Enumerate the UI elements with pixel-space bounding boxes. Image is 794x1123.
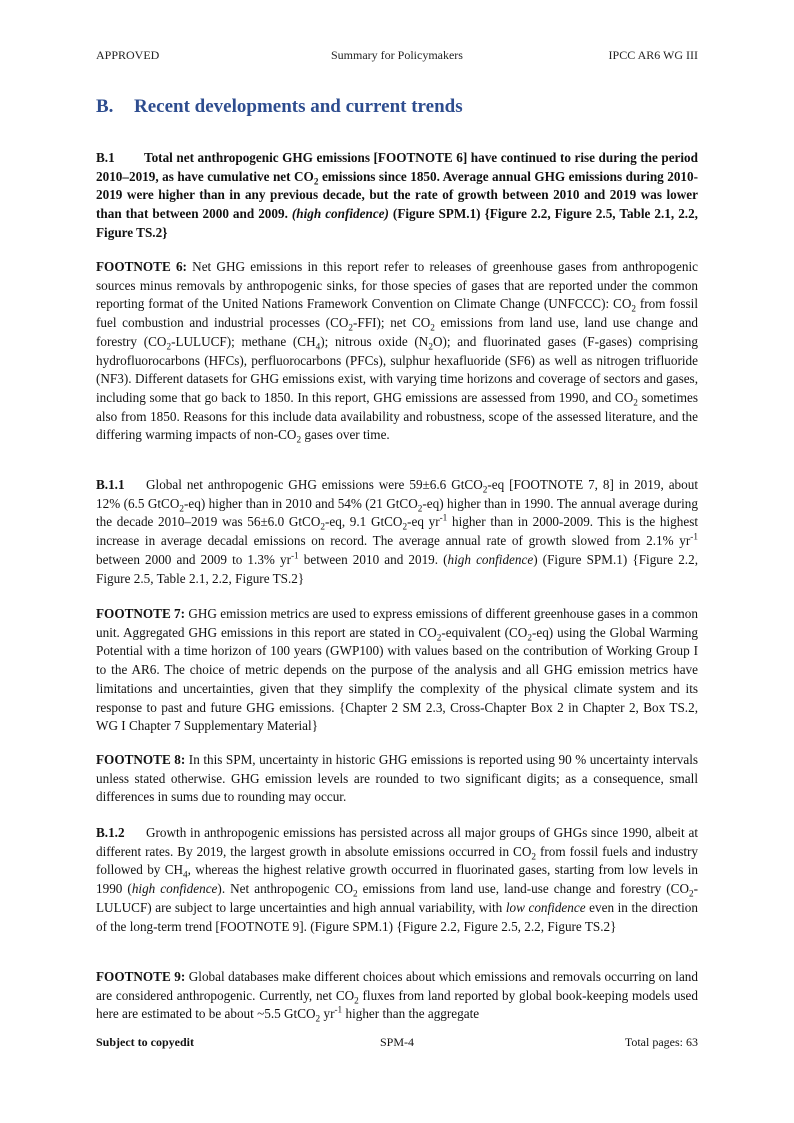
footnote-label: FOOTNOTE 7: xyxy=(96,606,186,621)
section-title-text: Recent developments and current trends xyxy=(134,96,463,117)
paragraph-b1-2: B.1.2 Growth in anthropogenic emissions has persisted across all major groups of GHGs since 1990, albeit at different rates. By 2019, the largest growth in absolute emissions occurred in $CO_2$ from fossil fuels and industry followed by $CH_4$, whereas the highest relative growth occurred in fluorinated gases, starting from low levels in 1990 (high confidence). Net anthropogenic $CO_2$ emissions from land use, land-use change and forestry $(CO_2-LULUCF)$ are subject to large uncertainties and high annual variability, with low confidence even in the direction of the long-term trend [FOOTNOTE 9]. (Figure SPM.1) {Figure 2.2, Figure 2.5, 2.2, Figure TS.2} xyxy=(96,825,699,934)
total-pages: Total pages: 63 xyxy=(624,1035,698,1049)
statement-number: B.1 xyxy=(96,150,115,165)
footnote-6: FOOTNOTE 6: Net GHG emissions in this report refer to releases of greenhouse gases from anthropogenic sources minus removals by anthropogenic sinks, for those species of gases that are reported under the common reporting format of the United Nations Framework Convention on Climate Change (UNFCCC): $CO_2$ from fossil fuel combustion and industrial processes $(CO_2-FFI)$; net $CO_2$ emissions from land use, land use change and forestry $(CO_2-LULUCF)$; methane $(CH_4)$; nitrous oxide $(N_2O)$; and fluorinated gases (F-gases) comprising hydrofluorocarbons (HFCs), perfluorocarbons (PFCs), sulphur hexafluoride (SF6) as well as nitrogen trifluoride (NF3). Different datasets for GHG emissions exist, with varying time horizons and coverage of sectors and gases, including some that go back to 1850. In this report, GHG emissions are assessed from 1990, and $CO_2$ sometimes also from 1850. Reasons for this include data availability and robustness, scope of the assessed literature, and the differing warming impacts of non-$CO_2$ gases over time. xyxy=(96,259,699,445)
footnote-7: FOOTNOTE 7: GHG emission metrics are used to express emissions of different greenhouse gases in a common unit. Aggregated GHG emissions in this report are stated in $CO_2$-equivalent $(CO_2-eq)$ using the Global Warming Potential with a time horizon of 100 years (GWP100) with values based on the contribution of Working Group I to the AR6. The choice of metric depends on the purpose of the analysis and all GHG emission metrics have limitations and uncertainties, given that they simplify the complexity of the physical climate system and its response to past and future GHG emissions. {Chapter 2 SM 2.3, Cross-Chapter Box 2 in Chapter 2, Box TS.2, WG I Chapter 7 Supplementary Material} xyxy=(96,606,698,734)
paragraph-b1-1: B.1.1 Global net anthropogenic GHG emissions were 59±6.6 GtCO$_2$-eq [FOOTNOTE 7, 8] in 2019, about 12% (6.5 GtCO$_2$-eq) higher than in 2010 and 54% (21 GtCO$_2$-eq) higher than in 1990. The annual average during the decade 2010–2019 was 56±6.0 GtCO$_2$-eq, 9.1 GtCO$_2$-eq $yr^{-1}$ higher than in 2000-2009. This is the highest increase in average decadal emissions on record. The average annual rate of growth slowed from 2.1% $yr^{-1}$ between 2000 and 2009 to 1.3% $yr^{-1}$ between 2010 and 2019. (high confidence) (Figure SPM.1) {Figure 2.2, Figure 2.5, Table 2.1, 2.2, Figure TS.2} xyxy=(96,477,698,586)
confidence-qualifier: high confidence xyxy=(131,881,218,897)
header-status: APPROVED xyxy=(96,48,160,62)
footer-copyedit-note: Subject to copyedit xyxy=(96,1035,194,1049)
section-title xyxy=(96,96,463,118)
confidence-qualifier: low confidence xyxy=(505,899,586,915)
footnote-8: FOOTNOTE 8: In this SPM, uncertainty in historic GHG emissions is reported using 90 % uncertainty intervals unless stated otherwise. GHG emission levels are rounded to two significant digits; as a consequence, small differences in sums due to rounding may occur. xyxy=(96,752,698,805)
paragraph-number: B.1.1 xyxy=(96,477,125,492)
header-document-part: Summary for Policymakers xyxy=(331,48,463,62)
footnote-9: FOOTNOTE 9: Global databases make different choices about which emissions and removals occurring on land are considered anthropogenic. Currently, net $CO_2$ fluxes from land reported by global book-keeping models used here are estimated to be about ~5.5 GtCO$_2$ $yr^{-1}$ higher than the aggregate xyxy=(96,969,698,1025)
confidence-qualifier: high confidence xyxy=(447,551,534,567)
footnote-label: FOOTNOTE 6: xyxy=(96,259,187,274)
confidence-qualifier: (high confidence) xyxy=(291,206,389,222)
page-number: SPM-4 xyxy=(379,1035,414,1049)
section-number: B. xyxy=(96,96,114,117)
footnote-label: FOOTNOTE 9: xyxy=(96,969,186,984)
footnote-label: FOOTNOTE 8: xyxy=(96,752,186,767)
header-report-id: IPCC AR6 WG III xyxy=(608,48,698,62)
headline-statement-b1: B.1 Total net anthropogenic GHG emissions [FOOTNOTE 6] have continued to rise during the period 2010–2019, as have cumulative net $CO_2$ emissions since 1850. Average annual GHG emissions during 2010-2019 were higher than in any previous decade, but the rate of growth between 2010 and 2019 was lower than that between 2000 and 2009. (high confidence) (Figure SPM.1) {Figure 2.2, Figure 2.5, Table 2.1, 2.2, Figure TS.2} xyxy=(96,150,699,240)
paragraph-number: B.1.2 xyxy=(96,825,125,840)
